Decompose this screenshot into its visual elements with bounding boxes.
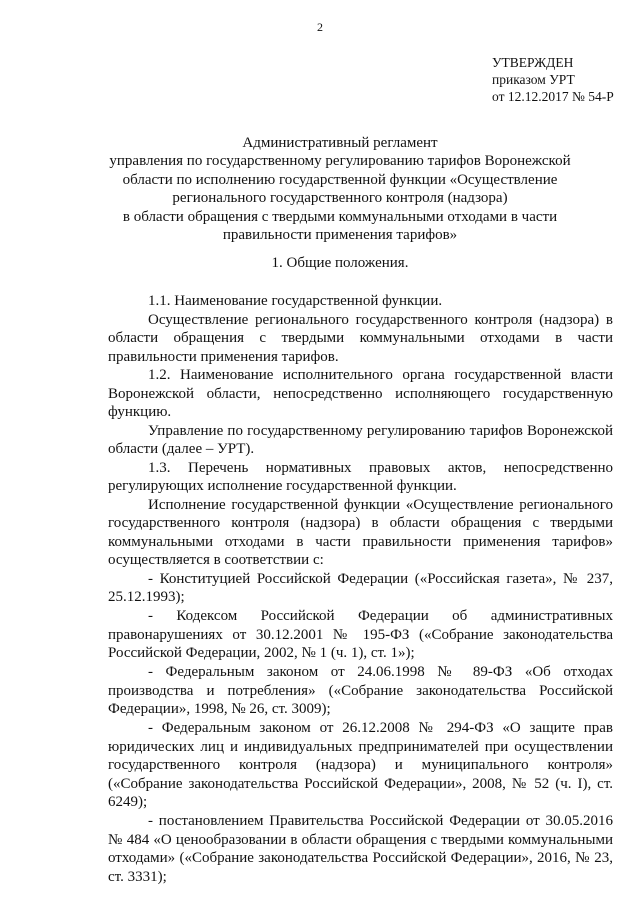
paragraph: - Федеральным законом от 24.06.1998 № 89-ФЗ «Об отходах производства и потребления» («Собрание законодательства Российской Федерации», 1998, № 26, ст. 3009); (108, 664, 613, 717)
title-line: области по исполнению государственной функции «Осуществление (122, 171, 558, 188)
approval-line-order: приказом УРТ (492, 72, 575, 87)
approval-line-date: от 12.12.2017 № 54-Р (492, 89, 614, 104)
paragraph: - Федеральным законом от 26.12.2008 № 294-ФЗ «О защите прав юридических лиц и индивидуальных предпринимателей при осуществлении государственного контроля (надзора) и муниципального контроля» («Собрание законодательства Российской Федерации», 2008, № 52 (ч. I), ст. 6249); (108, 720, 613, 810)
paragraph: Осуществление регионального государственного контроля (надзора) в области обращения с твердыми коммунальными отходами в части правильности применения тарифов. (108, 311, 613, 365)
paragraph: 1.2. Наименование исполнительного органа государственной власти Воронежской области, непосредственно исполняющего государственную функцию. (108, 367, 613, 420)
title-line: Административный регламент (242, 135, 438, 151)
paragraph: 1.1. Наименование государственной функции. (148, 293, 443, 309)
paragraph: - Кодексом Российской Федерации об административных правонарушениях от 30.12.2001 № 195-ФЗ («Собрание законодательства Российской Федерации, 2002, № 1 (ч. 1), ст. 1»); (108, 608, 613, 661)
paragraph: Исполнение государственной функции «Осуществление регионального государственного контроля (надзора) в области обращения с твердыми коммунальными отходами в части правильности применения тарифов» осуществляется в соответствии с: (108, 496, 613, 568)
document-body (108, 292, 613, 886)
approval-line-approved: УТВЕРЖДЕН (492, 55, 574, 70)
document-title (80, 134, 600, 244)
paragraph: - постановлением Правительства Российской Федерации от 30.05.2016 № 484 «О ценообразовании в области обращения с твердыми коммунальными отходами» («Собрание законодательства Российской Федерации», 2016, № 23, ст. 3331); (108, 813, 613, 885)
title-line: управления по государственному регулированию тарифов Воронежской (109, 153, 571, 170)
paragraph: - Конституцией Российской Федерации («Российская газета», № 237, 25.12.1993); (108, 570, 613, 605)
section-title: 1. Общие положения. (271, 255, 409, 271)
page-number: 2 (317, 20, 323, 34)
approval-stamp (492, 54, 614, 105)
title-line: правильности применения тарифов» (222, 227, 458, 244)
title-line: в области обращения с твердыми коммунальными отходами в части (122, 208, 558, 225)
paragraph: 1.3. Перечень нормативных правовых актов, непосредственно регулирующих исполнение государственной функции. (108, 459, 613, 494)
title-line: регионального государственного контроля (надзора) (172, 190, 508, 207)
paragraph: Управление по государственному регулированию тарифов Воронежской области (далее – УРТ). (108, 422, 613, 457)
